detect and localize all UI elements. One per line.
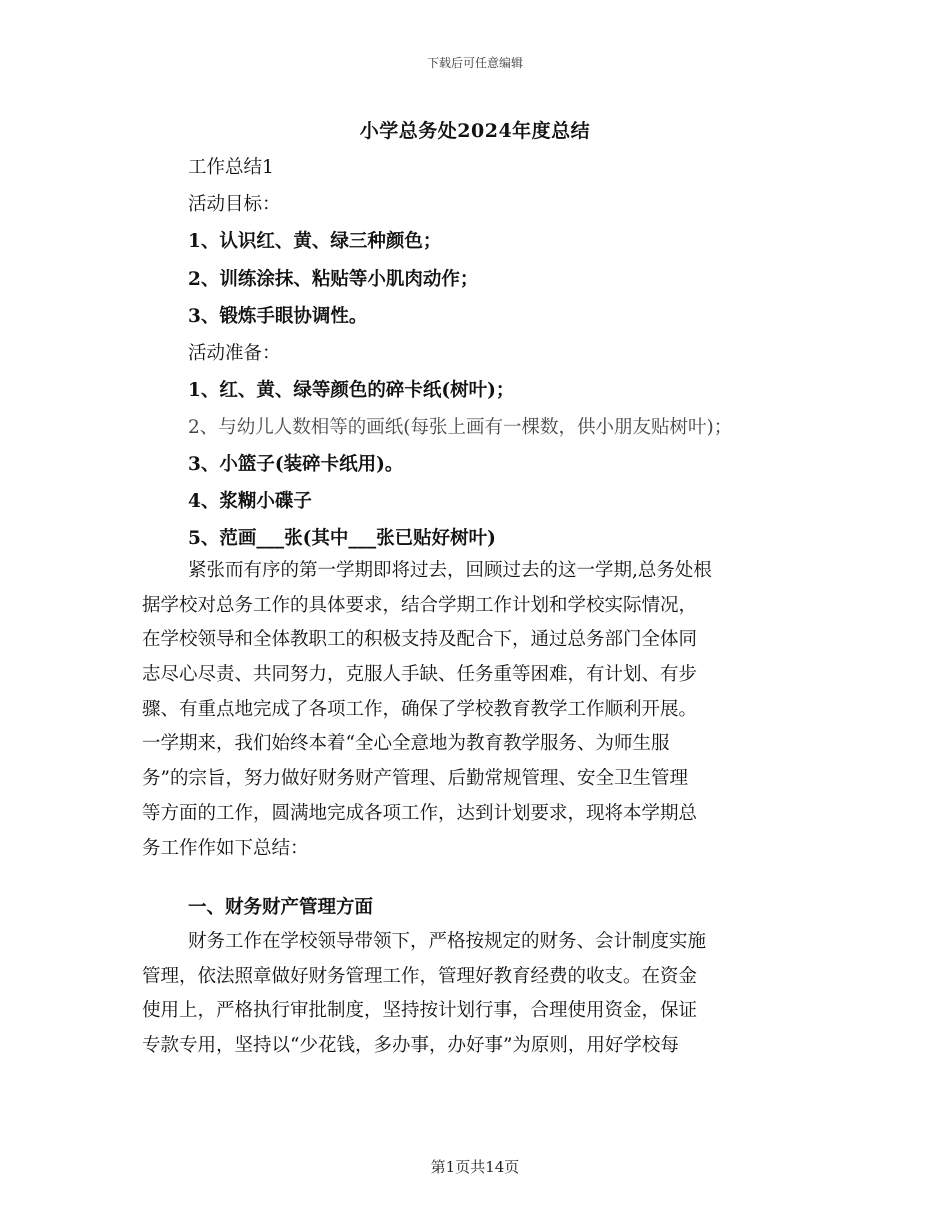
goal-item-1: 1、认识红、黄、绿三种颜色；	[188, 231, 442, 252]
paragraph-line: 志尽心尽责、共同努力，克服人手缺、任务重等困难，有计划、有步	[142, 664, 698, 686]
prep-item-2: 2、与幼儿人数相等的画纸(每张上画有一棵数，供小朋友贴树叶)；	[188, 417, 733, 438]
document-title: 小学总务处2024年度总结	[359, 120, 591, 142]
paragraph-line: 财务工作在学校领导带领下，严格按规定的财务、会计制度实施	[188, 931, 707, 952]
page-footer: 第1页共14页	[430, 1158, 520, 1176]
section-paragraph	[142, 925, 810, 1064]
activity-goals-label: 活动目标：	[188, 194, 281, 215]
paragraph-line: 务工作作如下总结：	[142, 837, 309, 859]
prep-item-1: 1、红、黄、绿等颜色的碎卡纸(树叶)；	[188, 380, 515, 401]
paragraph-line: 专款专用，坚持以“少花钱，多办事，办好事”为原则，用好学校每	[142, 1035, 679, 1057]
subtitle-line: 工作总结1	[188, 157, 274, 178]
paragraph-line: 务”的宗旨，努力做好财务财产管理、后勤常规管理、安全卫生管理	[142, 768, 688, 790]
paragraph-line: 一学期来，我们始终本着“全心全意地为教育教学服务、为师生服	[142, 733, 670, 755]
paragraph-line: 紧张而有序的第一学期即将过去，回顾过去的这一学期,总务处根	[188, 560, 712, 581]
paragraph-line: 据学校对总务工作的具体要求，结合学期工作计划和学校实际情况，	[142, 594, 698, 616]
paragraph-line: 使用上，严格执行审批制度，坚持按计划行事，合理使用资金，保证	[142, 1000, 698, 1022]
prep-item-5: 5、范画___张(其中___张已贴好树叶)	[188, 528, 496, 549]
paragraph-line: 在学校领导和全体教职工的积极支持及配合下，通过总务部门全体同	[142, 629, 698, 651]
page-header: 下载后可任意编辑	[426, 56, 523, 70]
intro-paragraph	[142, 554, 810, 866]
goal-item-3: 3、锻炼手眼协调性。	[188, 306, 368, 327]
paragraph-line: 等方面的工作，圆满地完成各项工作，达到计划要求，现将本学期总	[142, 802, 698, 824]
paragraph-line: 管理，依法照章做好财务管理工作，管理好教育经费的收支。在资金	[142, 965, 698, 987]
section-heading: 一、财务财产管理方面	[188, 897, 374, 918]
activity-prep-label: 活动准备：	[188, 343, 281, 364]
paragraph-line: 骤、有重点地完成了各项工作，确保了学校教育教学工作顺利开展。	[142, 698, 698, 720]
goal-item-2: 2、训练涂抹、粘贴等小肌肉动作；	[188, 269, 479, 290]
prep-item-3: 3、小篮子(装碎卡纸用)。	[188, 454, 404, 475]
prep-item-4: 4、浆糊小碟子	[188, 491, 312, 512]
